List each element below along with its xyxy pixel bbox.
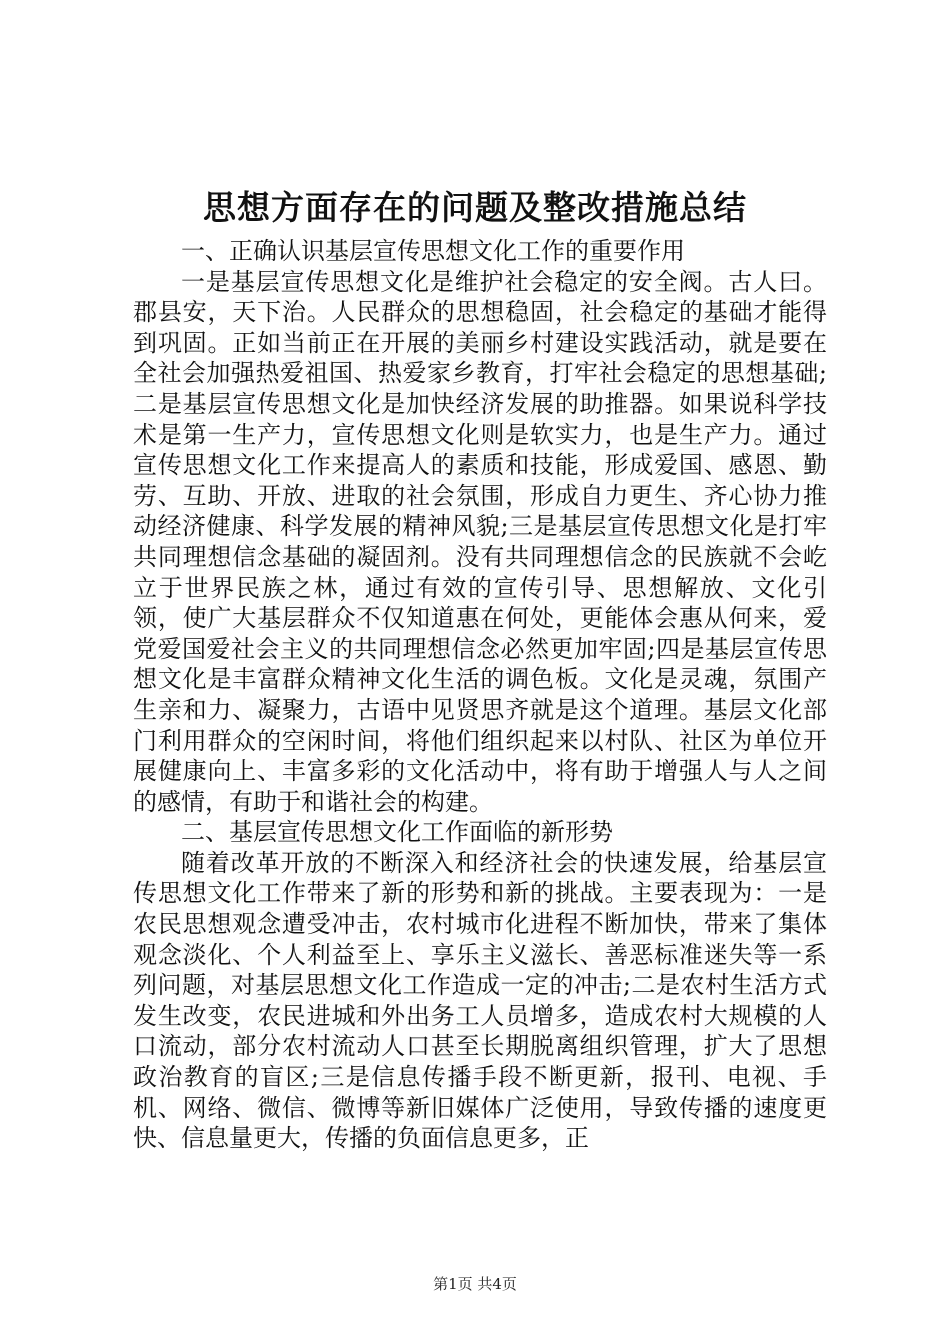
section-heading-2: 二、基层宣传思想文化工作面临的新形势 bbox=[181, 818, 613, 847]
document-body bbox=[133, 236, 827, 1154]
section-heading-1: 一、正确认识基层宣传思想文化工作的重要作用 bbox=[181, 237, 685, 265]
body-paragraph-1: 一是基层宣传思想文化是维护社会稳定的安全阀。古人曰。郡县安，天下治。人民群众的思想稳固，社会稳定的基础才能得到巩固。正如当前正在开展的美丽乡村建设实践活动，就是要在全社会加强热爱祖国、热爱家乡教育，打牢社会稳定的思想基础;二是基层宣传思想文化是加快经济发展的助推器。如果说科学技术是第一生产力，宣传思想文化则是软实力，也是生产力。通过宣传思想文化工作来提高人的素质和技能，形成爱国、感恩、勤劳、互助、开放、进取的社会氛围，形成自力更生、齐心协力推动经济健康、科学发展的精神风貌;三是基层宣传思想文化是打牢共同理想信念基础的凝固剂。没有共同理想信念的民族就不会屹立于世界民族之林，通过有效的宣传引导、思想解放、文化引领，使广大基层群众不仅知道惠在何处，更能体会惠从何来，爱党爱国爱社会主义的共同理想信念必然更加牢固;四是基层宣传思想文化是丰富群众精神文化生活的调色板。文化是灵魂，氛围产生亲和力、凝聚力，古语中见贤思齐就是这个道理。基层文化部门利用群众的空闲时间，将他们组织起来以村队、社区为单位开展健康向上、丰富多彩的文化活动中，将有助于增强人与人之间的感情，有助于和谐社会的构建。 bbox=[133, 267, 827, 816]
page-number-footer: 第1页 共4页 bbox=[433, 1275, 517, 1293]
body-paragraph-2: 随着改革开放的不断深入和经济社会的快速发展，给基层宣传思想文化工作带来了新的形势和新的挑战。主要表现为：一是农民思想观念遭受冲击，农村城市化进程不断加快，带来了集体观念淡化、个人利益至上、享乐主义滋长、善恶标准迷失等一系列问题，对基层思想文化工作造成一定的冲击;二是农村生活方式发生改变，农民进城和外出务工人员增多，造成农村大规模的人口流动，部分农村流动人口甚至长期脱离组织管理，扩大了思想政治教育的盲区;三是信息传播手段不断更新，报刊、电视、手机、网络、微信、微博等新旧媒体广泛使用，导致传播的速度更快、信息量更大，传播的负面信息更多，正 bbox=[133, 848, 827, 1153]
document-title: 思想方面存在的问题及整改措施总结 bbox=[203, 188, 747, 227]
